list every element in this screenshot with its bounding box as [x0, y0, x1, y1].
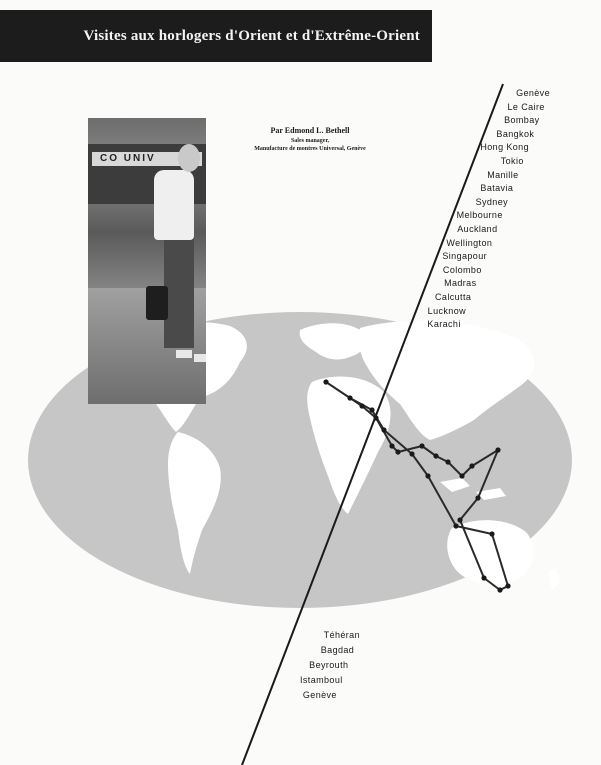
route-stop-dot: [495, 447, 500, 452]
byline: [224, 126, 396, 152]
route-stop-dot: [433, 453, 438, 458]
itinerary-stop: Karachi: [427, 319, 461, 330]
byline-role: Sales manager,: [290, 138, 330, 144]
photo-shoe-right: [194, 354, 206, 362]
itinerary-stop: Istamboul: [300, 675, 343, 685]
route-stop-dot: [409, 451, 414, 456]
itinerary-stop: Bagdad: [320, 645, 355, 655]
itinerary-stop: Bombay: [504, 115, 540, 126]
itinerary-stop: Téhéran: [323, 630, 360, 640]
itinerary-stop: Madras: [444, 278, 477, 289]
itinerary-stop: Lucknow: [427, 305, 466, 316]
itinerary-stop: Singapour: [442, 251, 487, 262]
new-zealand-landmass: [548, 568, 560, 590]
route-stop-dot: [359, 403, 364, 408]
route-stop-dot: [475, 495, 480, 500]
photo-man-legs: [164, 238, 194, 348]
route-stop-dot: [469, 463, 474, 468]
itinerary-stop: Calcutta: [435, 292, 472, 302]
route-stop-dot: [489, 531, 494, 536]
photo-man-torso: [154, 170, 194, 240]
itinerary-stop: Hong Kong: [480, 142, 529, 153]
itinerary-stop: Beyrouth: [309, 660, 349, 670]
route-stop-dot: [381, 427, 386, 432]
photo-shoe-left: [176, 350, 192, 358]
itinerary-stop: Wellington: [446, 237, 493, 248]
itinerary-stop: Batavia: [480, 183, 514, 194]
route-stop-dot: [497, 587, 502, 592]
itinerary-stop: Genève: [302, 690, 337, 700]
route-stop-dot: [453, 523, 458, 528]
title-banner: [0, 10, 432, 62]
itinerary-stop: Tokio: [500, 156, 524, 166]
page-title: Visites aux horlogers d'Orient et d'Extrême-Orient: [83, 27, 420, 44]
itinerary-stop: Bangkok: [496, 128, 535, 139]
byline-author: Par Edmond L. Bethell: [270, 126, 350, 135]
itinerary-stop: Le Caire: [507, 101, 545, 112]
route-stop-dot: [395, 449, 400, 454]
itinerary-stop: Melbourne: [456, 210, 503, 221]
route-stop-dot: [425, 473, 430, 478]
route-stop-dot: [373, 415, 378, 420]
route-stop-dot: [445, 459, 450, 464]
route-stop-dot: [389, 443, 394, 448]
itinerary-stop: Auckland: [457, 224, 498, 234]
photo-briefcase: [146, 286, 168, 320]
byline-company: Manufacture de montres Universal, Genève: [254, 146, 366, 152]
itinerary-stop: Genève: [516, 88, 550, 98]
itinerary-stop: Sydney: [475, 196, 508, 207]
photo-shop-sign: CO UNIV: [92, 152, 202, 166]
route-stop-dot: [323, 379, 328, 384]
route-stop-dot: [369, 407, 374, 412]
route-stop-dot: [347, 395, 352, 400]
route-stop-dot: [481, 575, 486, 580]
route-stop-dot: [459, 473, 464, 478]
author-photo: [88, 118, 206, 404]
route-stop-dot: [419, 443, 424, 448]
itinerary-stop: Colombo: [442, 264, 482, 275]
photo-man-head: [178, 144, 200, 172]
itinerary-stop: Manille: [487, 169, 519, 180]
route-stop-dot: [457, 517, 462, 522]
route-stop-dot: [505, 583, 510, 588]
